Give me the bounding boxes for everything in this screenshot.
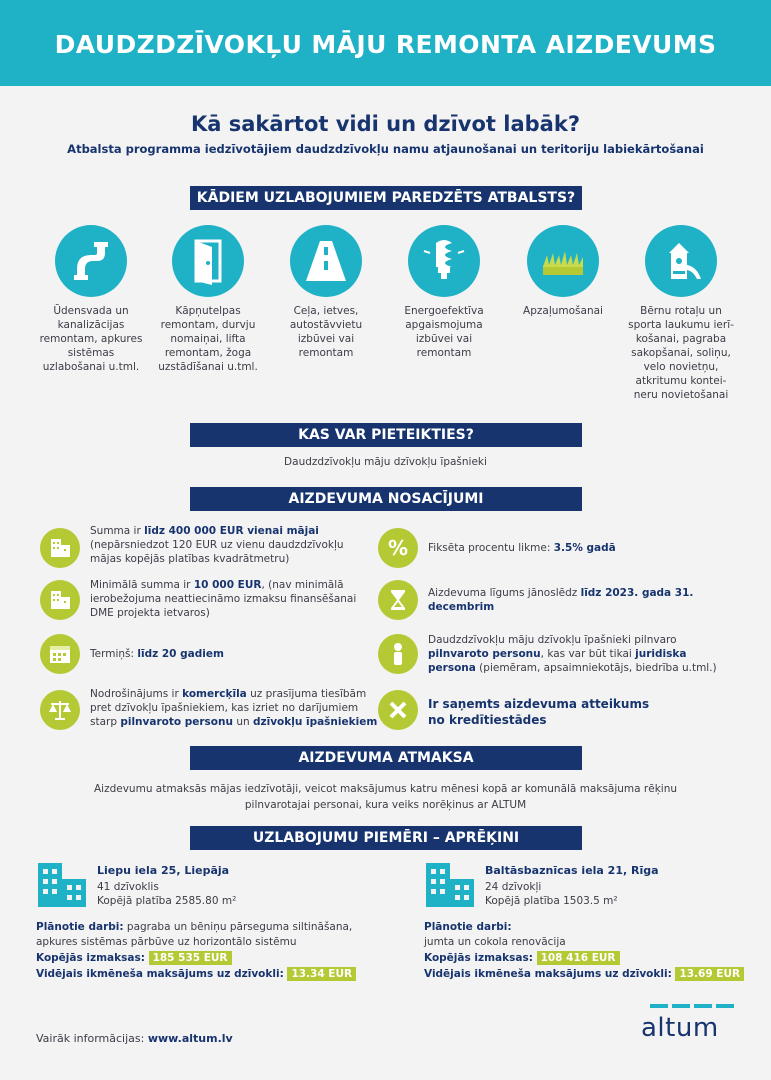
example-2-address: Baltāsbaznīcas iela 21, Rīga (485, 864, 659, 877)
altum-logo: altum (641, 1013, 719, 1043)
intro-headline: Kā sakārtot vidi un dzīvot labāk? (190, 112, 580, 136)
support-label-greening: Apzaļumošanai (523, 305, 603, 317)
example-2-apartments: 24 dzīvokļi (485, 881, 542, 893)
person-icon (378, 634, 418, 674)
svg-text:%: % (387, 536, 409, 560)
support-heading: KĀDIEM UZLABOJUMIEM PAREDZĒTS ATBALSTS? (190, 186, 582, 210)
page-title: DAUDZDZĪVOKĻU MĀJU REMONTA AIZDEVUMS (54, 30, 717, 59)
lightbulb-icon (408, 225, 480, 297)
water-pipe-icon (55, 225, 127, 297)
example-1-monthly: Vidējais ikmēneša maksājums uz dzīvokli: 13.34 EUR (36, 968, 356, 980)
condition-collateral: Nodrošinājums ir komercķīla uz prasījuma tiesībām pret dzīvokļu īpašniekiem, kas izriet no darījumiem starp pilnvaroto personu un dzīvokļu īpašniekiem (90, 688, 378, 728)
condition-bank-refusal: Ir saņemts aizdevuma atteikums no kredītiestādes (428, 697, 650, 727)
support-label-road: Ceļa, ietves, autostāvvietu izbūvei vai remontam (289, 305, 363, 359)
building-icon (36, 861, 88, 907)
example-1-works: Plānotie darbi: pagraba un bēniņu pārseguma siltināšana, (36, 921, 353, 933)
scales-icon (40, 690, 80, 730)
building-icon (424, 861, 476, 907)
support-label-playground: Bērnu rotaļu un sporta laukumu ierī-košanai, pagraba sakopšanai, soliņu, velo novietņu, atkritumu kontei-neru novietošanai (628, 305, 734, 401)
road-icon (290, 225, 362, 297)
support-label-stairwell: Kāpņutelpas remontam, durvju nomaiņai, lifta remontam, žoga uzstādīšanai u.tml. (158, 305, 258, 373)
buildings-icon (40, 580, 80, 620)
example-2-works: Plānotie darbi: (424, 921, 512, 933)
support-label-lighting: Energoefektīva apgaismojuma izbūvei vai remontam (404, 305, 484, 359)
examples-heading: UZLABOJUMU PIEMĒRI – APRĒĶINI (190, 826, 582, 850)
footer-link[interactable]: www.altum.lv (147, 1032, 233, 1045)
conditions-heading: AIZDEVUMA NOSACĪJUMI (190, 487, 582, 511)
repayment-line-1: Aizdevumu atmaksās mājas iedzīvotāji, veicot maksājumus katru mēnesi kopā ar komunālā maksājuma rēķinu (93, 783, 678, 795)
condition-term: Termiņš: līdz 20 gadiem (90, 648, 224, 660)
buildings-icon (40, 528, 80, 568)
header-bar (0, 0, 771, 86)
example-2-monthly: Vidējais ikmēneša maksājums uz dzīvokli: 13.69 EUR (424, 968, 744, 980)
who-heading: KAS VAR PIETEIKTIES? (190, 423, 582, 447)
repayment-heading: AIZDEVUMA ATMAKSA (190, 746, 582, 770)
example-1-cost: Kopējās izmaksas: 185 535 EUR (36, 952, 232, 964)
example-2-cost: Kopējās izmaksas: 108 416 EUR (424, 952, 620, 964)
example-1-area: Kopējā platība 2585.80 m² (97, 895, 237, 907)
door-icon (172, 225, 244, 297)
playground-icon (645, 225, 717, 297)
example-1-apartments: 41 dzīvoklis (97, 881, 159, 893)
calendar-icon (40, 634, 80, 674)
hourglass-icon (378, 580, 418, 620)
percent-icon (378, 528, 418, 568)
repayment-line-2: pilnvarotajai personai, kura veiks norēķinus ar ALTUM (244, 799, 527, 811)
support-label-water: Ūdensvada un kanalizācijas remontam, apkures sistēmas uzlabošanai u.tml. (39, 305, 143, 373)
grass-icon (527, 225, 599, 297)
condition-min-sum: Minimālā summa ir 10 000 EUR, (nav minimālā ierobežojuma neattiecināmo izmaksu finansēšanai DME projekta ietvaros) (90, 579, 357, 619)
condition-interest-rate: Fiksēta procentu likme: 3.5% gadā (428, 542, 616, 554)
intro-subline: Atbalsta programma iedzīvotājiem daudzdzīvokļu namu atjaunošanai un teritoriju labiekārtošanai (67, 142, 704, 156)
example-1-address: Liepu iela 25, Liepāja (97, 864, 230, 877)
example-2-works-2: jumta un cokola renovācija (424, 936, 566, 948)
cross-icon (378, 690, 418, 730)
condition-deadline: Aizdevuma līgums jānoslēdz līdz 2023. gada 31. decembrim (428, 587, 694, 613)
example-1-works-2: apkures sistēmas pārbūve uz horizontālo sistēmu (36, 936, 297, 948)
example-2-area: Kopējā platība 1503.5 m² (485, 895, 618, 907)
condition-max-sum: Summa ir līdz 400 000 EUR vienai mājai (nepārsniedzot 120 EUR uz vienu daudzdzīvokļu mājas kopējās platības kvadrātmetru) (90, 525, 344, 565)
condition-authorized-person: Daudzdzīvokļu māju dzīvokļu īpašnieki pilnvaro pilnvaroto personu, kas var būt tikai juridiska persona (piemēram, apsaimniekotājs, biedrība u.tml.) (428, 634, 717, 674)
who-text: Daudzdzīvokļu māju dzīvokļu īpašnieki (284, 456, 487, 468)
footer-more-info: Vairāk informācijas: www.altum.lv (36, 1032, 233, 1045)
